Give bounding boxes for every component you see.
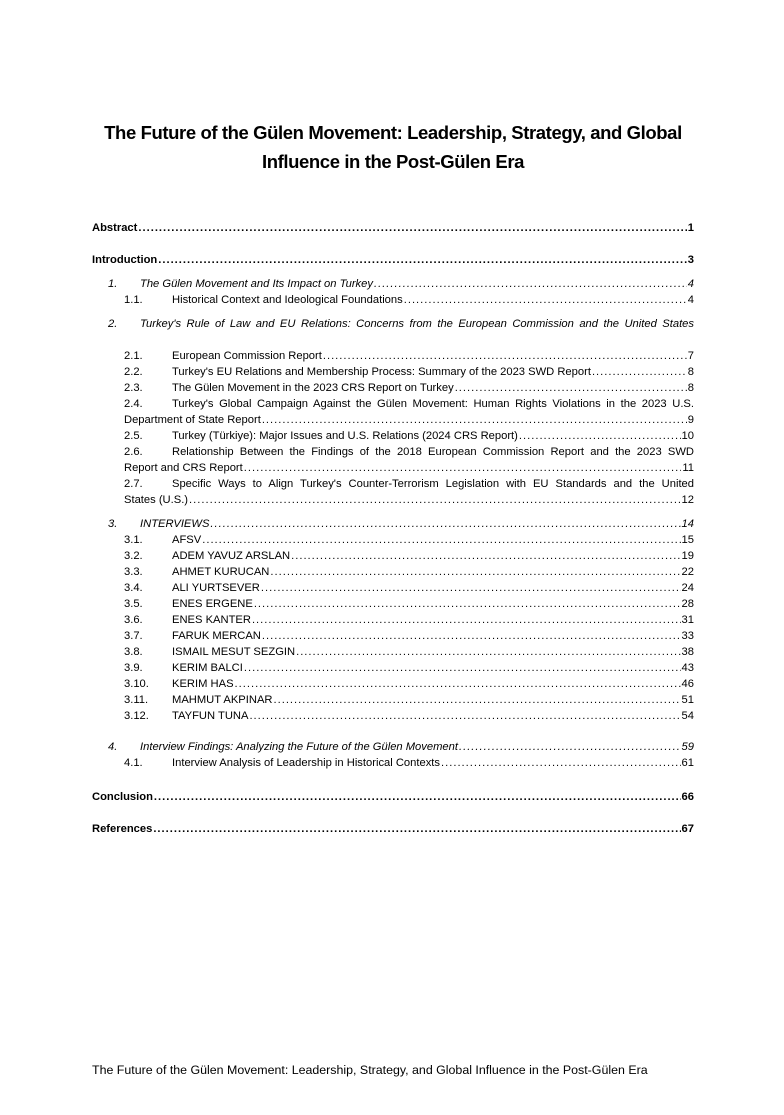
toc-label: Introduction — [92, 254, 158, 266]
toc-entry-section-4-1[interactable] — [92, 755, 694, 771]
toc-page: 61 — [681, 757, 694, 769]
toc-entry-interview[interactable] — [92, 644, 694, 660]
toc-number: 4. — [108, 741, 118, 753]
toc-entry-section-2-5[interactable] — [92, 428, 694, 444]
toc-entry-interview[interactable] — [92, 596, 694, 612]
toc-entry-interview[interactable] — [92, 532, 694, 548]
title-line-1: The Future of the Gülen Movement: Leadership, Strategy, and Global — [104, 122, 682, 143]
toc-label: Abstract — [92, 222, 138, 234]
toc-page: 28 — [681, 598, 694, 610]
toc-number: 2.7. — [124, 478, 143, 490]
toc-entry-interview[interactable] — [92, 660, 694, 676]
toc-entry-section-2-7[interactable] — [92, 476, 694, 492]
toc-entry-conclusion[interactable] — [92, 789, 694, 805]
toc-entry-interview[interactable] — [92, 548, 694, 564]
toc-number: 3.9. — [124, 662, 143, 674]
toc-number: 3.4. — [124, 582, 143, 594]
toc-label: European Commission Report — [172, 350, 322, 362]
dot-leader — [244, 460, 682, 476]
dot-leader — [189, 492, 681, 508]
toc-page: 12 — [681, 494, 694, 506]
toc-entry-interview[interactable] — [92, 612, 694, 628]
toc-entry-section-2[interactable] — [92, 316, 694, 332]
toc-number: 3.3. — [124, 566, 143, 578]
toc-number: 2.6. — [124, 446, 143, 458]
document-title — [92, 118, 694, 176]
toc-page: 19 — [681, 550, 694, 562]
dot-leader — [296, 644, 680, 660]
toc-number: 3.10. — [124, 678, 149, 690]
dot-leader — [154, 789, 681, 805]
toc-label: ENES KANTER — [172, 614, 251, 626]
toc-page: 1 — [687, 222, 694, 234]
dot-leader — [252, 612, 681, 628]
toc-page: 66 — [681, 791, 694, 803]
toc-label: TAYFUN TUNA — [172, 710, 249, 722]
dot-leader — [323, 348, 687, 364]
dot-leader — [262, 628, 681, 644]
dot-leader — [274, 692, 681, 708]
toc-entry-section-1-1[interactable] — [92, 292, 694, 308]
toc-entry-introduction[interactable] — [92, 252, 694, 268]
toc-entry-interview[interactable] — [92, 564, 694, 580]
toc-page: 38 — [681, 646, 694, 658]
toc-label: Turkey's Rule of Law and EU Relations: Concerns from the European Commission and the United States — [140, 318, 694, 330]
toc-entry-section-2-4[interactable] — [92, 396, 694, 412]
toc-label: AHMET KURUCAN — [172, 566, 270, 578]
toc-label: ENES ERGENE — [172, 598, 253, 610]
toc-page: 3 — [687, 254, 694, 266]
toc-page: 54 — [681, 710, 694, 722]
dot-leader — [138, 220, 686, 236]
toc-entry-section-2-2[interactable] — [92, 364, 694, 380]
toc-number: 1. — [108, 278, 118, 290]
toc-page: 31 — [681, 614, 694, 626]
toc-number: 2. — [108, 318, 118, 330]
dot-leader — [244, 660, 681, 676]
toc-entry-section-2-6[interactable] — [92, 444, 694, 460]
toc-number: 2.5. — [124, 430, 143, 442]
dot-leader — [270, 564, 680, 580]
toc-page: 22 — [681, 566, 694, 578]
toc-entry-section-2-6-continued[interactable] — [124, 460, 694, 476]
toc-label: Turkey's EU Relations and Membership Process: Summary of the 2023 SWD Report — [172, 366, 591, 378]
toc-page: 8 — [687, 382, 694, 394]
dot-leader — [235, 676, 681, 692]
toc-entry-section-1[interactable] — [92, 276, 694, 292]
dot-leader — [153, 821, 680, 837]
toc-entry-interview[interactable] — [92, 692, 694, 708]
toc-label: AFSV — [172, 534, 202, 546]
toc-label-line-2: Department of State Report — [124, 414, 261, 426]
toc-page: 43 — [681, 662, 694, 674]
toc-number: 3.12. — [124, 710, 149, 722]
toc-label: The Gülen Movement and Its Impact on Turkey — [140, 278, 373, 290]
toc-page: 15 — [681, 534, 694, 546]
toc-page: 59 — [681, 741, 694, 753]
toc-label: ADEM YAVUZ ARSLAN — [172, 550, 291, 562]
toc-number: 2.3. — [124, 382, 143, 394]
toc-label: Conclusion — [92, 791, 153, 803]
toc-number: 3.2. — [124, 550, 143, 562]
dot-leader — [202, 532, 680, 548]
toc-page: 33 — [681, 630, 694, 642]
toc-label: FARUK MERCAN — [172, 630, 261, 642]
toc-entry-interview[interactable] — [92, 580, 694, 596]
toc-page: 11 — [682, 462, 694, 474]
toc-entry-section-4[interactable] — [92, 739, 694, 755]
toc-label-line-1: Specific Ways to Align Turkey's Counter-Terrorism Legislation with EU Standards and the United — [172, 478, 694, 490]
toc-label: Turkey (Türkiye): Major Issues and U.S. Relations (2024 CRS Report) — [172, 430, 518, 442]
dot-leader — [592, 364, 687, 380]
toc-label-line-2: States (U.S.) — [124, 494, 189, 506]
toc-number: 3. — [108, 518, 118, 530]
toc-entry-references[interactable] — [92, 821, 694, 837]
toc-entry-section-2-1[interactable] — [92, 348, 694, 364]
toc-entry-section-2-3[interactable] — [92, 380, 694, 396]
toc-page: 46 — [681, 678, 694, 690]
dot-leader — [261, 580, 681, 596]
dot-leader — [291, 548, 680, 564]
toc-page: 9 — [687, 414, 694, 426]
toc-label: Interview Findings: Analyzing the Future of the Gülen Movement — [140, 741, 458, 753]
title-line-2: Influence in the Post-Gülen Era — [261, 151, 525, 172]
dot-leader — [459, 739, 681, 755]
toc-label: MAHMUT AKPINAR — [172, 694, 273, 706]
toc-entry-section-2-4-continued[interactable] — [124, 412, 694, 428]
dot-leader — [254, 596, 681, 612]
toc-label-line-1: Turkey's Global Campaign Against the Gülen Movement: Human Rights Violations in the 2023 U.S. — [172, 398, 694, 410]
toc-label-line-1: Relationship Between the Findings of the 2018 European Commission Report and the 2023 SWD — [172, 446, 694, 458]
dot-leader — [210, 516, 680, 532]
toc-label-line-2: Report and CRS Report — [124, 462, 243, 474]
toc-page: 8 — [687, 366, 694, 378]
toc-number: 2.4. — [124, 398, 143, 410]
dot-leader — [158, 252, 687, 268]
toc-page: 7 — [687, 350, 694, 362]
toc-page: 51 — [681, 694, 694, 706]
toc-page: 67 — [681, 823, 694, 835]
toc-entry-section-3[interactable] — [92, 516, 694, 532]
toc-number: 3.8. — [124, 646, 143, 658]
toc-entry-interview[interactable] — [92, 676, 694, 692]
toc-number: 3.5. — [124, 598, 143, 610]
toc-label: KERIM BALCI — [172, 662, 243, 674]
toc-entry-interview[interactable] — [92, 628, 694, 644]
toc-entry-abstract[interactable] — [92, 220, 694, 236]
toc-number: 3.7. — [124, 630, 143, 642]
dot-leader — [404, 292, 687, 308]
dot-leader — [262, 412, 687, 428]
toc-page: 14 — [681, 518, 694, 530]
page-footer: The Future of the Gülen Movement: Leadership, Strategy, and Global Influence in the Post-Gülen Era — [92, 1063, 648, 1077]
toc-label: Interview Analysis of Leadership in Historical Contexts — [172, 757, 441, 769]
toc-label: The Gülen Movement in the 2023 CRS Report on Turkey — [172, 382, 454, 394]
dot-leader — [519, 428, 681, 444]
toc-label: KERIM HAS — [172, 678, 234, 690]
dot-leader — [374, 276, 687, 292]
toc-entry-section-2-7-continued[interactable] — [124, 492, 694, 508]
toc-number: 4.1. — [124, 757, 143, 769]
toc-label: Historical Context and Ideological Foundations — [172, 294, 403, 306]
toc-page: 4 — [687, 278, 694, 290]
dot-leader — [455, 380, 687, 396]
toc-label: ISMAIL MESUT SEZGIN — [172, 646, 296, 658]
toc-page: 10 — [681, 430, 694, 442]
toc-number: 2.2. — [124, 366, 143, 378]
toc-page: 4 — [687, 294, 694, 306]
toc-label: INTERVIEWS — [140, 518, 210, 530]
dot-leader — [249, 708, 680, 724]
toc-entry-interview[interactable] — [92, 708, 694, 724]
toc-label: References — [92, 823, 153, 835]
toc-number: 3.6. — [124, 614, 143, 626]
toc-label: ALI YURTSEVER — [172, 582, 260, 594]
toc-number: 3.1. — [124, 534, 143, 546]
dot-leader — [441, 755, 681, 771]
toc-number: 1.1. — [124, 294, 143, 306]
toc-page: 24 — [681, 582, 694, 594]
toc-number: 2.1. — [124, 350, 143, 362]
toc-number: 3.11. — [124, 694, 149, 706]
